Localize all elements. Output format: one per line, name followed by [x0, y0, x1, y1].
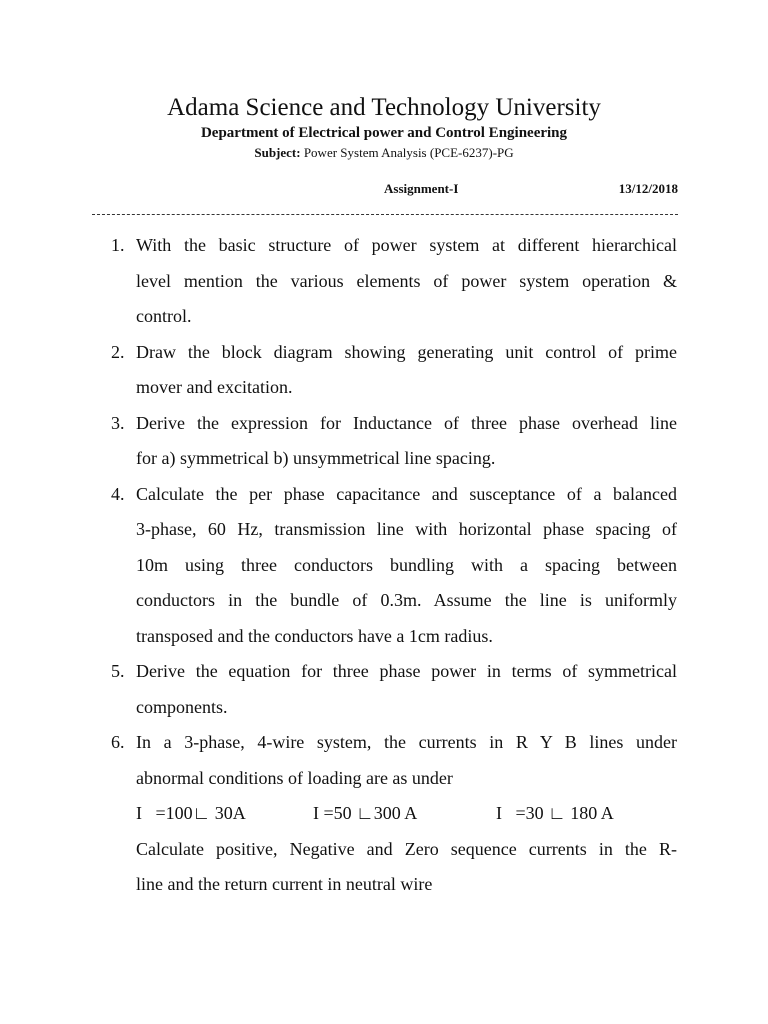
question-text-line: line and the return current in neutral wire: [136, 874, 433, 894]
question-list: [105, 228, 677, 903]
question-text-line: control.: [136, 306, 192, 326]
question-text-line: abnormal conditions of loading are as under: [136, 767, 453, 788]
question-text-line: level mention the various elements of power system operation &: [136, 270, 677, 291]
department-name: Department of Electrical power and Control Engineering: [200, 125, 568, 141]
current-y-phasor: I =50 ∟300 A: [313, 803, 418, 823]
question-number: 4.: [111, 483, 125, 504]
assignment-title: Assignment-I: [384, 181, 459, 196]
question-6: [105, 725, 677, 903]
current-b-phasor: I =30 ∟ 180 A: [496, 803, 614, 823]
question-text-line: Draw the block diagram showing generating unit control of prime: [136, 341, 677, 362]
question-5: [105, 654, 677, 725]
question-text-line: Calculate the per phase capacitance and susceptance of a balanced: [136, 483, 677, 504]
question-text-line: Derive the expression for Inductance of three phase overhead line: [136, 412, 677, 433]
question-text-line: transposed and the conductors have a 1cm radius.: [136, 625, 493, 646]
question-text-line: 10m using three conductors bundling with a spacing between: [136, 554, 677, 575]
question-text-line: mover and excitation.: [136, 377, 293, 397]
question-text-line: conductors in the bundle of 0.3m. Assume the line is uniformly: [136, 590, 677, 610]
phasor-current-list: [136, 796, 677, 832]
question-text-line: components.: [136, 696, 228, 717]
header-divider: [92, 214, 678, 215]
question-3: [105, 406, 677, 477]
question-text-line: With the basic structure of power system at different hierarchical: [136, 235, 677, 255]
question-number: 5.: [111, 661, 125, 681]
question-text-line: Derive the equation for three phase power in terms of symmetrical: [136, 661, 677, 681]
question-text-line: 3-phase, 60 Hz, transmission line with horizontal phase spacing of: [136, 519, 677, 539]
question-2: [105, 335, 677, 406]
question-number: 6.: [111, 732, 125, 752]
question-1: [105, 228, 677, 335]
subject-line: [0, 144, 768, 162]
question-number: 1.: [111, 235, 125, 255]
question-4: [105, 477, 677, 655]
question-number: 2.: [111, 341, 125, 362]
subject-value: Power System Analysis (PCE-6237)-PG: [300, 145, 514, 160]
question-text-line: Calculate positive, Negative and Zero sequence currents in the R-: [136, 838, 677, 859]
assignment-date: 13/12/2018: [618, 181, 678, 196]
current-r-phasor: I =100∟ 30A: [136, 803, 246, 823]
question-text-line: for a) symmetrical b) unsymmetrical line spacing.: [136, 448, 496, 468]
university-title: Adama Science and Technology University: [167, 94, 601, 121]
question-text-line: In a 3-phase, 4-wire system, the currents in R Y B lines under: [136, 732, 677, 752]
subject-label: Subject:: [254, 145, 301, 160]
question-number: 3.: [111, 412, 125, 433]
